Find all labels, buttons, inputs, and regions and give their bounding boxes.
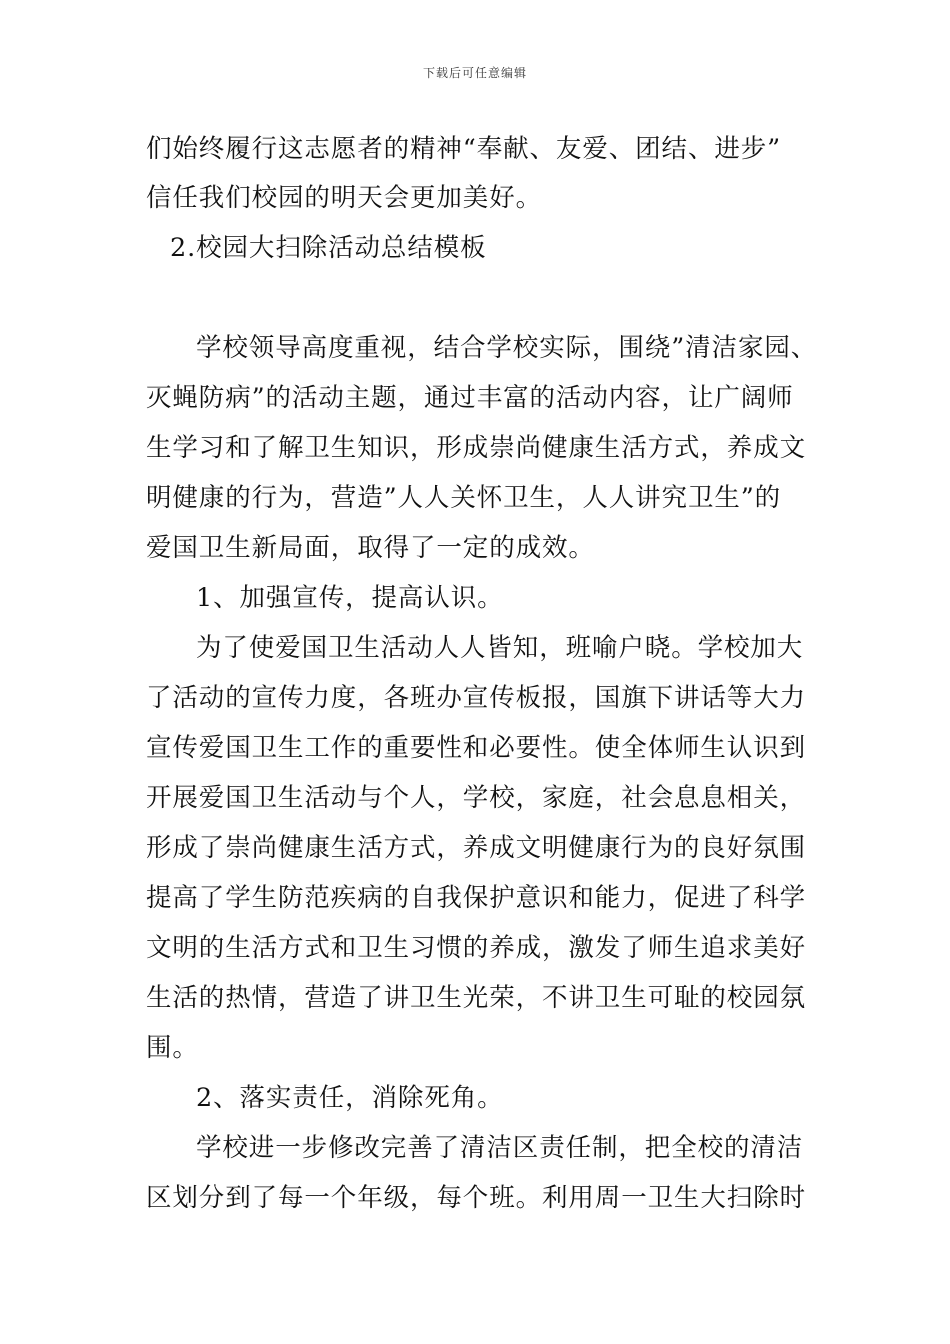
text-line: 宣传爱国卫生工作的重要性和必要性。使全体师生认识到 bbox=[146, 733, 807, 763]
text-line: 围。 bbox=[146, 1033, 199, 1063]
text-line: 开展爱国卫生活动与个人，学校，家庭，社会息息相关， bbox=[146, 783, 807, 813]
text-line: 形成了崇尚健康生活方式，养成文明健康行为的良好氛围 bbox=[146, 833, 807, 863]
text-line: 提高了学生防范疾病的自我保护意识和能力，促进了科学 bbox=[146, 883, 807, 913]
text-line: 明健康的行为，营造”人人关怀卫生，人人讲究卫生”的 bbox=[146, 483, 782, 513]
text-line: 爱国卫生新局面，取得了一定的成效。 bbox=[146, 533, 595, 563]
text-line: 区划分到了每一个年级，每个班。利用周一卫生大扫除时 bbox=[146, 1183, 807, 1213]
text-line: 为了使爱国卫生活动人人皆知，班喻户晓。学校加大 bbox=[196, 633, 804, 663]
text-line: 生学习和了解卫生知识，形成崇尚健康生活方式，养成文 bbox=[146, 433, 807, 463]
text-line: 学校领导高度重视，结合学校实际，围绕”清洁家园、 bbox=[196, 333, 818, 363]
section-heading: 2.校园大扫除活动总结模板 bbox=[170, 233, 487, 263]
subsection-heading: 2、落实责任，消除死角。 bbox=[196, 1083, 504, 1113]
text-line: 们始终履行这志愿者的精神“奉献、友爱、团结、进步” bbox=[146, 134, 782, 164]
text-line: 了活动的宣传力度，各班办宣传板报，国旗下讲话等大力 bbox=[146, 683, 807, 713]
page-header: 下载后可任意编辑 bbox=[422, 66, 527, 80]
subsection-heading: 1、加强宣传，提高认识。 bbox=[196, 583, 504, 613]
text-line: 信任我们校园的明天会更加美好。 bbox=[146, 183, 543, 213]
text-line: 学校进一步修改完善了清洁区责任制，把全校的清洁 bbox=[196, 1133, 804, 1163]
text-line: 文明的生活方式和卫生习惯的养成，激发了师生追求美好 bbox=[146, 933, 807, 963]
text-line: 灭蝇防病”的活动主题，通过丰富的活动内容，让广阔师 bbox=[146, 383, 794, 413]
text-line: 生活的热情，营造了讲卫生光荣，不讲卫生可耻的校园氛 bbox=[146, 983, 807, 1013]
